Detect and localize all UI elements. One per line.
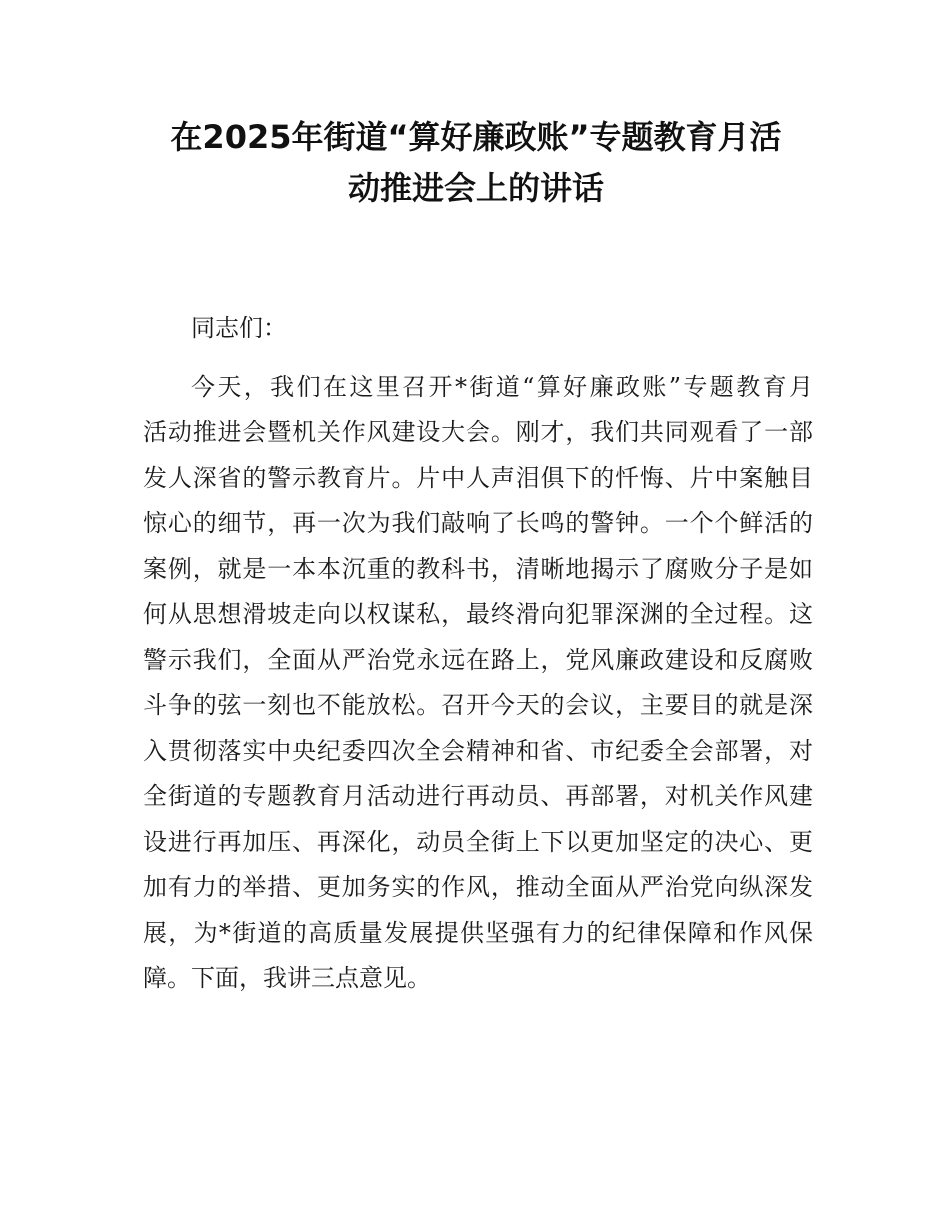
title-line: 动推进会上的讲话 bbox=[347, 169, 604, 207]
greeting: 同志们： bbox=[191, 314, 287, 342]
paragraph-line: 加有力的举措、更加务实的作风，推动全面从严治党向纵深发 bbox=[143, 873, 813, 901]
paragraph-line: 何从思想滑坡走向以权谋私，最终滑向犯罪深渊的全过程。这 bbox=[143, 600, 813, 628]
paragraph-line: 障。下面，我讲三点意见。 bbox=[143, 964, 431, 992]
paragraph-line: 案例，就是一本本沉重的教科书，清晰地揭示了腐败分子是如 bbox=[143, 554, 813, 583]
document-title bbox=[140, 112, 812, 214]
paragraph-line: 全街道的专题教育月活动进行再动员、再部署，对机关作风建 bbox=[143, 782, 813, 810]
paragraph-line: 惊心的细节，再一次为我们敲响了长鸣的警钟。一个个鲜活的 bbox=[143, 509, 813, 537]
paragraph-line: 斗争的弦一刻也不能放松。召开今天的会议，主要目的就是深 bbox=[143, 691, 813, 719]
paragraph-line: 警示我们，全面从严治党永远在路上，党风廉政建设和反腐败 bbox=[143, 645, 813, 674]
opening-paragraph bbox=[143, 365, 813, 1002]
paragraph-line: 活动推进会暨机关作风建设大会。刚才，我们共同观看了一部 bbox=[143, 418, 813, 446]
document-body bbox=[143, 306, 813, 1002]
paragraph-line: 设进行再加压、再深化，动员全街上下以更加坚定的决心、更 bbox=[143, 827, 813, 856]
title-line: 在2025年街道“算好廉政账”专题教育月活 bbox=[170, 118, 782, 156]
paragraph-line: 入贯彻落实中央纪委四次全会精神和省、市纪委全会部署，对 bbox=[143, 736, 813, 765]
paragraph-line: 今天，我们在这里召开*街道“算好廉政账”专题教育月 bbox=[191, 372, 813, 401]
paragraph-line: 展，为*街道的高质量发展提供坚强有力的纪律保障和作风保 bbox=[143, 918, 813, 947]
paragraph-line: 发人深省的警示教育片。片中人声泪俱下的忏悔、片中案触目 bbox=[143, 463, 813, 492]
